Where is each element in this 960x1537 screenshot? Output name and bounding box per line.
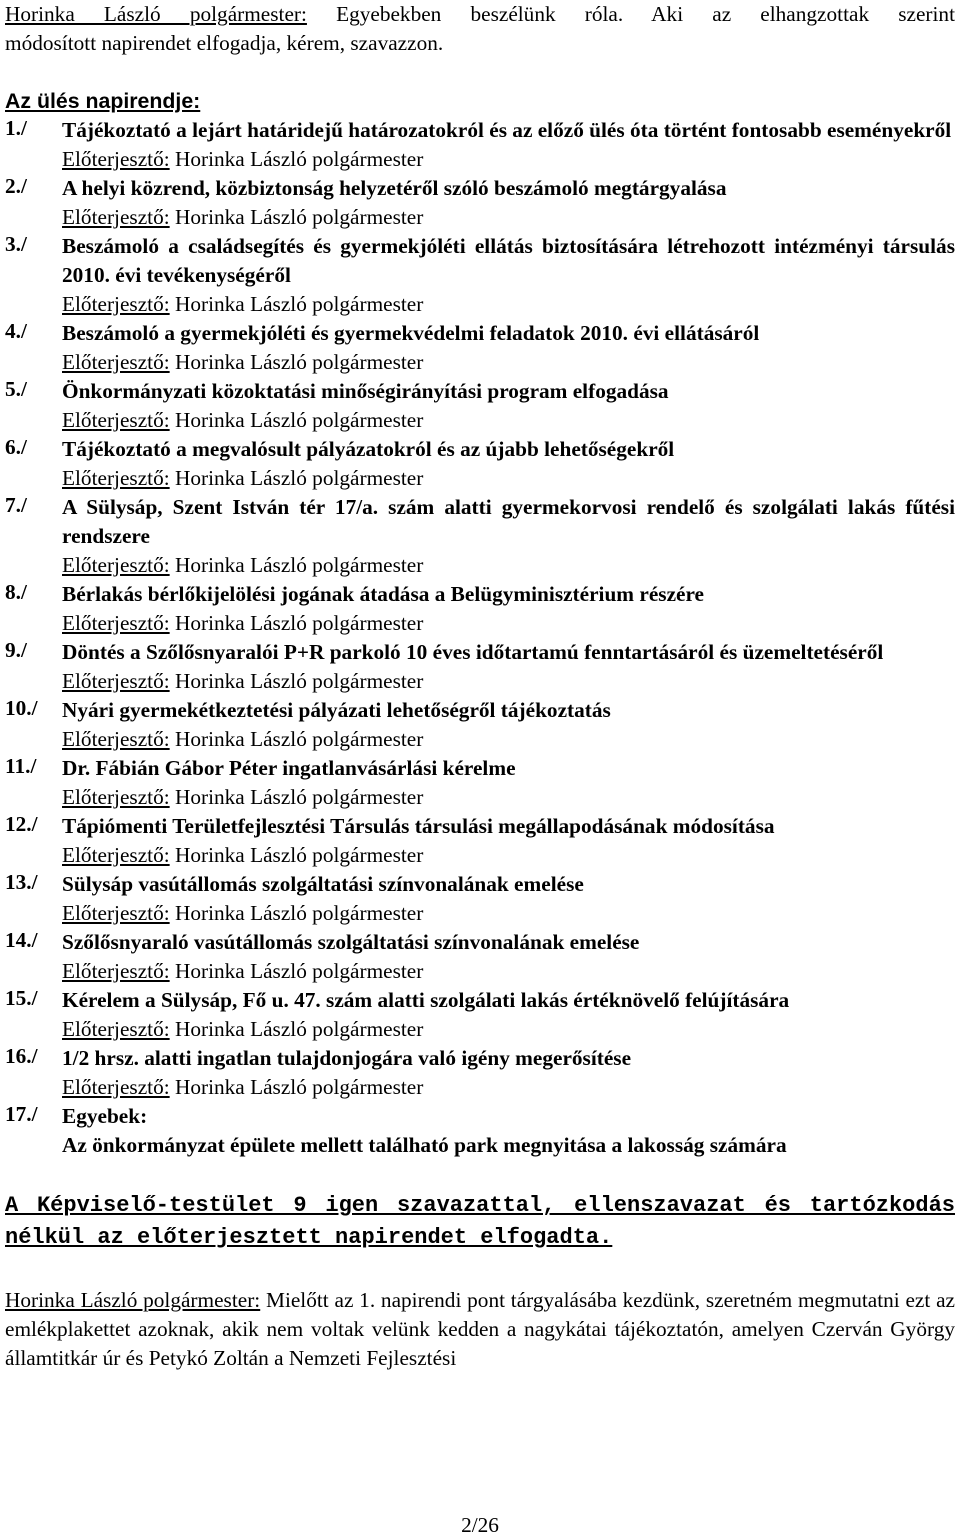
agenda-item [5, 754, 955, 812]
agenda-item [5, 232, 955, 319]
agenda-item-number: 8./ [5, 580, 27, 604]
agenda-item-title [62, 319, 955, 348]
agenda-item-presenter [62, 551, 955, 580]
presenter-name: Horinka László polgármester [169, 669, 424, 693]
agenda-item [5, 116, 955, 174]
agenda-item-title-line: Bérlakás bérlőkijelölési jogának átadása a Belügyminisztérium részére [62, 582, 704, 606]
agenda-item-title [62, 232, 955, 290]
presenter-label: Előterjesztő: [62, 350, 170, 374]
presenter-label: Előterjesztő: [62, 147, 170, 171]
presenter-name: Horinka László polgármester [169, 727, 424, 751]
presenter-name: Horinka László polgármester [169, 147, 424, 171]
agenda-item-title [62, 986, 955, 1015]
agenda-item-title-line: lakás fűtési rendszere [62, 495, 956, 548]
presenter-label: Előterjesztő: [62, 205, 170, 229]
agenda-item-presenter [62, 464, 955, 493]
closing-text: Mielőtt az 1. napirendi pont tárgyalásába kezdünk, szeretném megmutatni ezt az emlékplakettet azoknak, akik nem voltak velünk kedden a nagykátai tájékoztatón, amelyen Czerván György államtitkár úr és Petykó Zoltán a Nemzeti Fejlesztési [5, 1288, 955, 1370]
agenda-item-presenter [62, 667, 955, 696]
agenda-item-title-line: Önkormányzati közoktatási minőségirányítási program elfogadása [62, 379, 669, 403]
agenda-item-presenter [62, 145, 955, 174]
agenda-item [5, 493, 955, 580]
agenda-item-number: 14./ [5, 928, 38, 952]
presenter-label: Előterjesztő: [62, 843, 170, 867]
agenda-item-presenter [62, 348, 955, 377]
agenda-item [5, 870, 955, 928]
agenda-item [5, 174, 955, 232]
agenda-item-presenter [62, 841, 955, 870]
agenda-item-presenter [62, 957, 955, 986]
presenter-label: Előterjesztő: [62, 1017, 170, 1041]
agenda-item-number: 13./ [5, 870, 38, 894]
agenda-item-title-line: üzemeltetéséről [742, 640, 884, 664]
agenda-item-number: 15./ [5, 986, 38, 1010]
intro-text-1: Egyebekben beszélünk róla. Aki az elhangzottak szerint [306, 2, 956, 26]
agenda-item-number: 10./ [5, 696, 38, 720]
agenda-item-title [62, 1044, 955, 1073]
agenda-item-number: 1./ [5, 116, 27, 140]
agenda-item-title-line: Sülysáp vasútállomás szolgáltatási színvonalának emelése [62, 872, 584, 896]
presenter-name: Horinka László polgármester [169, 901, 424, 925]
agenda-item-number: 16./ [5, 1044, 38, 1068]
presenter-label: Előterjesztő: [62, 611, 170, 635]
agenda-item-number: 11./ [5, 754, 37, 778]
agenda-item-number: 17./ [5, 1102, 38, 1126]
agenda-item-subtitle: Az önkormányzat épülete mellett található park megnyitása a lakosság számára [62, 1133, 787, 1157]
agenda-item-title-line: Beszámoló a családsegítés és gyermekjóléti ellátás biztosítására létrehozott [62, 234, 765, 258]
presenter-name: Horinka László polgármester [169, 959, 424, 983]
agenda-item [5, 1102, 955, 1160]
agenda-item-title [62, 377, 955, 406]
presenter-label: Előterjesztő: [62, 901, 170, 925]
agenda-item-number: 7./ [5, 493, 27, 517]
agenda-item-number: 3./ [5, 232, 27, 256]
agenda-item-title [62, 696, 955, 725]
agenda-item-presenter [62, 203, 955, 232]
document-page [5, 0, 955, 1373]
agenda-item [5, 580, 955, 638]
agenda-item-title-line: Nyári gyermekétkeztetési pályázati lehetőségről tájékoztatás [62, 698, 611, 722]
speaker-name: Horinka László polgármester: [5, 2, 307, 26]
agenda-item-title-line: fontosabb eseményekről [731, 118, 952, 142]
presenter-name: Horinka László polgármester [169, 1075, 424, 1099]
agenda-item-title [62, 754, 955, 783]
agenda-item-title [62, 580, 955, 609]
presenter-name: Horinka László polgármester [169, 843, 424, 867]
presenter-label: Előterjesztő: [62, 785, 170, 809]
agenda-item-title-line: A Sülysáp, Szent István tér 17/a. szám alatti gyermekorvosi rendelő és szolgálati [62, 495, 838, 519]
agenda-item-number: 6./ [5, 435, 27, 459]
presenter-label: Előterjesztő: [62, 669, 170, 693]
agenda-item [5, 1044, 955, 1102]
agenda-item [5, 638, 955, 696]
agenda-list [5, 116, 955, 1160]
presenter-label: Előterjesztő: [62, 408, 170, 432]
agenda-item [5, 435, 955, 493]
agenda-item-title [62, 435, 955, 464]
presenter-name: Horinka László polgármester [169, 466, 424, 490]
agenda-item-title [62, 812, 955, 841]
agenda-heading: Az ülés napirendje: [5, 89, 201, 113]
agenda-item [5, 928, 955, 986]
agenda-item-title-line: 1/2 hrsz. alatti ingatlan tulajdonjogára való igény megerősítése [62, 1046, 632, 1070]
agenda-item-presenter [62, 1073, 955, 1102]
presenter-label: Előterjesztő: [62, 466, 170, 490]
agenda-item-title-line: Tájékoztató a megvalósult pályázatokról és az újabb lehetőségekről [62, 437, 675, 461]
closing-speaker-name: Horinka László polgármester: [5, 1288, 261, 1312]
closing-paragraph [5, 1286, 955, 1373]
agenda-item-title-line: Beszámoló a gyermekjóléti és gyermekvédelmi feladatok 2010. évi ellátásáról [62, 321, 760, 345]
agenda-item-title-line: Tájékoztató a lejárt határidejű határozatokról és az előző ülés óta történt [62, 118, 727, 142]
presenter-label: Előterjesztő: [62, 727, 170, 751]
agenda-item-number: 12./ [5, 812, 38, 836]
agenda-item [5, 319, 955, 377]
agenda-item-number: 2./ [5, 174, 27, 198]
agenda-item-title-line: A helyi közrend, közbiztonság helyzetéről szóló beszámoló megtárgyalása [62, 176, 727, 200]
agenda-item [5, 696, 955, 754]
intro-paragraph-line-2: módosított napirendet elfogadja, kérem, szavazzon. [5, 31, 444, 55]
presenter-name: Horinka László polgármester [169, 408, 424, 432]
agenda-item-title [62, 174, 955, 203]
agenda-item [5, 377, 955, 435]
page-number: 2/26 [461, 1513, 499, 1537]
agenda-item-presenter [62, 609, 955, 638]
agenda-item-presenter [62, 1015, 955, 1044]
presenter-name: Horinka László polgármester [169, 553, 424, 577]
agenda-item [5, 986, 955, 1044]
agenda-item-title [62, 493, 955, 551]
presenter-label: Előterjesztő: [62, 292, 170, 316]
agenda-item [5, 812, 955, 870]
agenda-item-title: Egyebek: [62, 1104, 148, 1128]
agenda-item-title [62, 870, 955, 899]
agenda-item-presenter [62, 899, 955, 928]
presenter-name: Horinka László polgármester [169, 1017, 424, 1041]
presenter-name: Horinka László polgármester [169, 205, 424, 229]
agenda-item-title [62, 638, 955, 667]
presenter-label: Előterjesztő: [62, 553, 170, 577]
agenda-item-number: 9./ [5, 638, 27, 662]
agenda-item-title-line: Dr. Fábián Gábor Péter ingatlanvásárlási kérelme [62, 756, 516, 780]
presenter-name: Horinka László polgármester [169, 611, 424, 635]
agenda-item-title [62, 928, 955, 957]
agenda-item-presenter [62, 783, 955, 812]
presenter-name: Horinka László polgármester [169, 350, 424, 374]
agenda-item-title-line: Kérelem a Sülysáp, Fő u. 47. szám alatti szolgálati lakás értéknövelő felújítására [62, 988, 790, 1012]
agenda-item-number: 4./ [5, 319, 27, 343]
presenter-label: Előterjesztő: [62, 1075, 170, 1099]
agenda-item-title-line: intézményi társulás 2010. évi tevékenységéről [62, 234, 955, 287]
agenda-item-presenter [62, 290, 955, 319]
presenter-name: Horinka László polgármester [169, 785, 424, 809]
agenda-item-title-line: Döntés a Szőlősnyaralói P+R parkoló 10 éves időtartamú fenntartásáról és [62, 640, 738, 664]
intro-paragraph-line-1 [5, 0, 955, 29]
agenda-item-title-line: Tápiómenti Területfejlesztési Társulás társulási megállapodásának módosítása [62, 814, 775, 838]
agenda-item-presenter [62, 406, 955, 435]
agenda-item-title-line: Szőlősnyaraló vasútállomás szolgáltatási színvonalának emelése [62, 930, 640, 954]
decision-statement: A Képviselő-testület 9 igen szavazattal, ellenszavazat és tartózkodás nélkül az előterjesztett napirendet elfogadta. [5, 1193, 955, 1250]
presenter-label: Előterjesztő: [62, 959, 170, 983]
presenter-name: Horinka László polgármester [169, 292, 424, 316]
agenda-item-title [62, 116, 955, 145]
agenda-item-number: 5./ [5, 377, 27, 401]
agenda-item-presenter [62, 725, 955, 754]
